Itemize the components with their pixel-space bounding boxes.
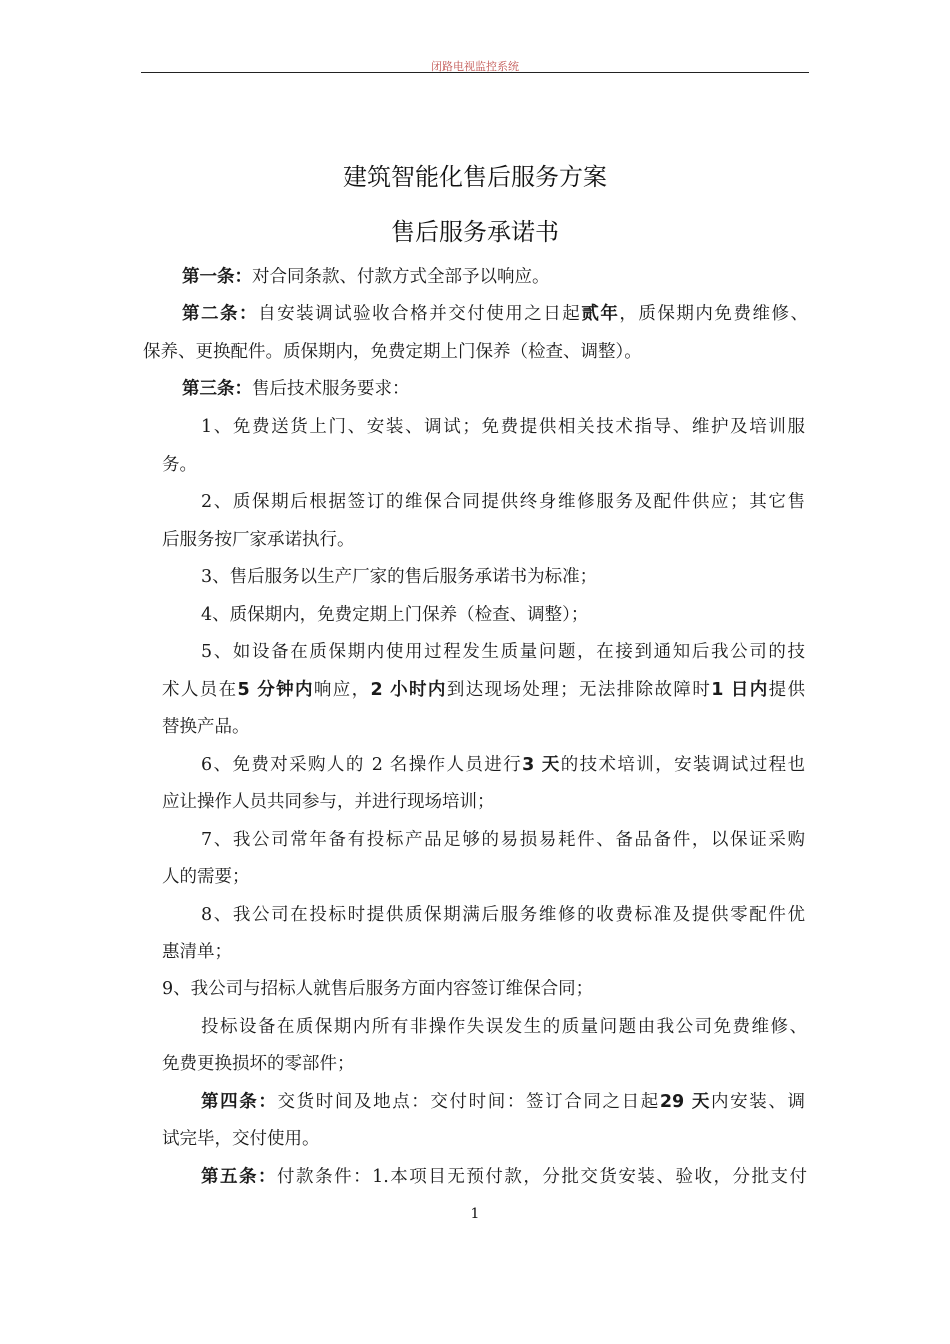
list-item-4: 4、质保期内，免费定期上门保养（检查、调整）； xyxy=(201,605,589,625)
document-subtitle: 售后服务承诺书 xyxy=(391,218,559,246)
paragraph-line: 后服务按厂家承诺执行。 xyxy=(162,530,355,550)
list-item-2: 2、质保期后根据签订的维保合同提供终身维修服务及配件供应；其它售 xyxy=(201,492,805,512)
running-header: 闭路电视监控系统 xyxy=(431,60,519,73)
header-divider xyxy=(141,72,809,73)
clause-2: 第二条：自安装调试验收合格并交付使用之日起贰年，质保期内免费维修、 xyxy=(182,304,808,324)
clause-label: 第四条： xyxy=(201,1092,278,1112)
clause-1: 第一条：对合同条款、付款方式全部予以响应。 xyxy=(182,267,550,287)
list-item-1: 1、免费送货上门、安装、调试；免费提供相关技术指导、维护及培训服 xyxy=(201,417,805,437)
paragraph-line: 务。 xyxy=(162,455,197,475)
clause-label: 第五条： xyxy=(201,1167,278,1187)
list-item-3: 3、售后服务以生产厂家的售后服务承诺书为标准； xyxy=(201,567,598,587)
clause-5: 第五条：付款条件：1.本项目无预付款，分批交货安装、验收，分批支付 xyxy=(201,1167,808,1187)
clause-4: 第四条：交货时间及地点：交付时间：签订合同之日起29 天内安装、调 xyxy=(201,1092,806,1112)
clause-label: 第三条： xyxy=(182,379,252,399)
page-number: 1 xyxy=(470,1206,480,1222)
paragraph-line: 保养、更换配件。质保期内，免费定期上门保养（检查、调整）。 xyxy=(143,342,642,362)
clause-label: 第二条： xyxy=(182,304,259,324)
list-item-8: 8、我公司在投标时提供质保期满后服务维修的收费标准及提供零配件优 xyxy=(201,905,805,925)
paragraph-line: 投标设备在质保期内所有非操作失误发生的质量问题由我公司免费维修、 xyxy=(201,1017,807,1037)
clause-label: 第一条： xyxy=(182,267,252,287)
document-title: 建筑智能化售后服务方案 xyxy=(343,163,607,191)
paragraph-line: 免费更换损坏的零部件； xyxy=(162,1054,355,1074)
paragraph-line: 惠清单； xyxy=(162,942,232,962)
paragraph-line: 试完毕，交付使用。 xyxy=(162,1129,320,1149)
list-item-5: 5、如设备在质保期内使用过程发生质量问题，在接到通知后我公司的技 xyxy=(201,642,805,662)
paragraph-line: 人的需要； xyxy=(162,867,250,887)
paragraph-line: 术人员在5 分钟内响应，2 小时内到达现场处理；无法排除故障时1 日内提供 xyxy=(162,680,806,700)
clause-3: 第三条：售后技术服务要求： xyxy=(182,379,410,399)
list-item-7: 7、我公司常年备有投标产品足够的易损易耗件、备品备件，以保证采购 xyxy=(201,830,805,850)
paragraph-line: 应让操作人员共同参与，并进行现场培训； xyxy=(162,792,495,812)
paragraph-line: 替换产品。 xyxy=(162,717,250,737)
list-item-6: 6、免费对采购人的 2 名操作人员进行3 天的技术培训，安装调试过程也 xyxy=(201,755,805,775)
list-item-9: 9、我公司与招标人就售后服务方面内容签订维保合同； xyxy=(162,979,594,999)
